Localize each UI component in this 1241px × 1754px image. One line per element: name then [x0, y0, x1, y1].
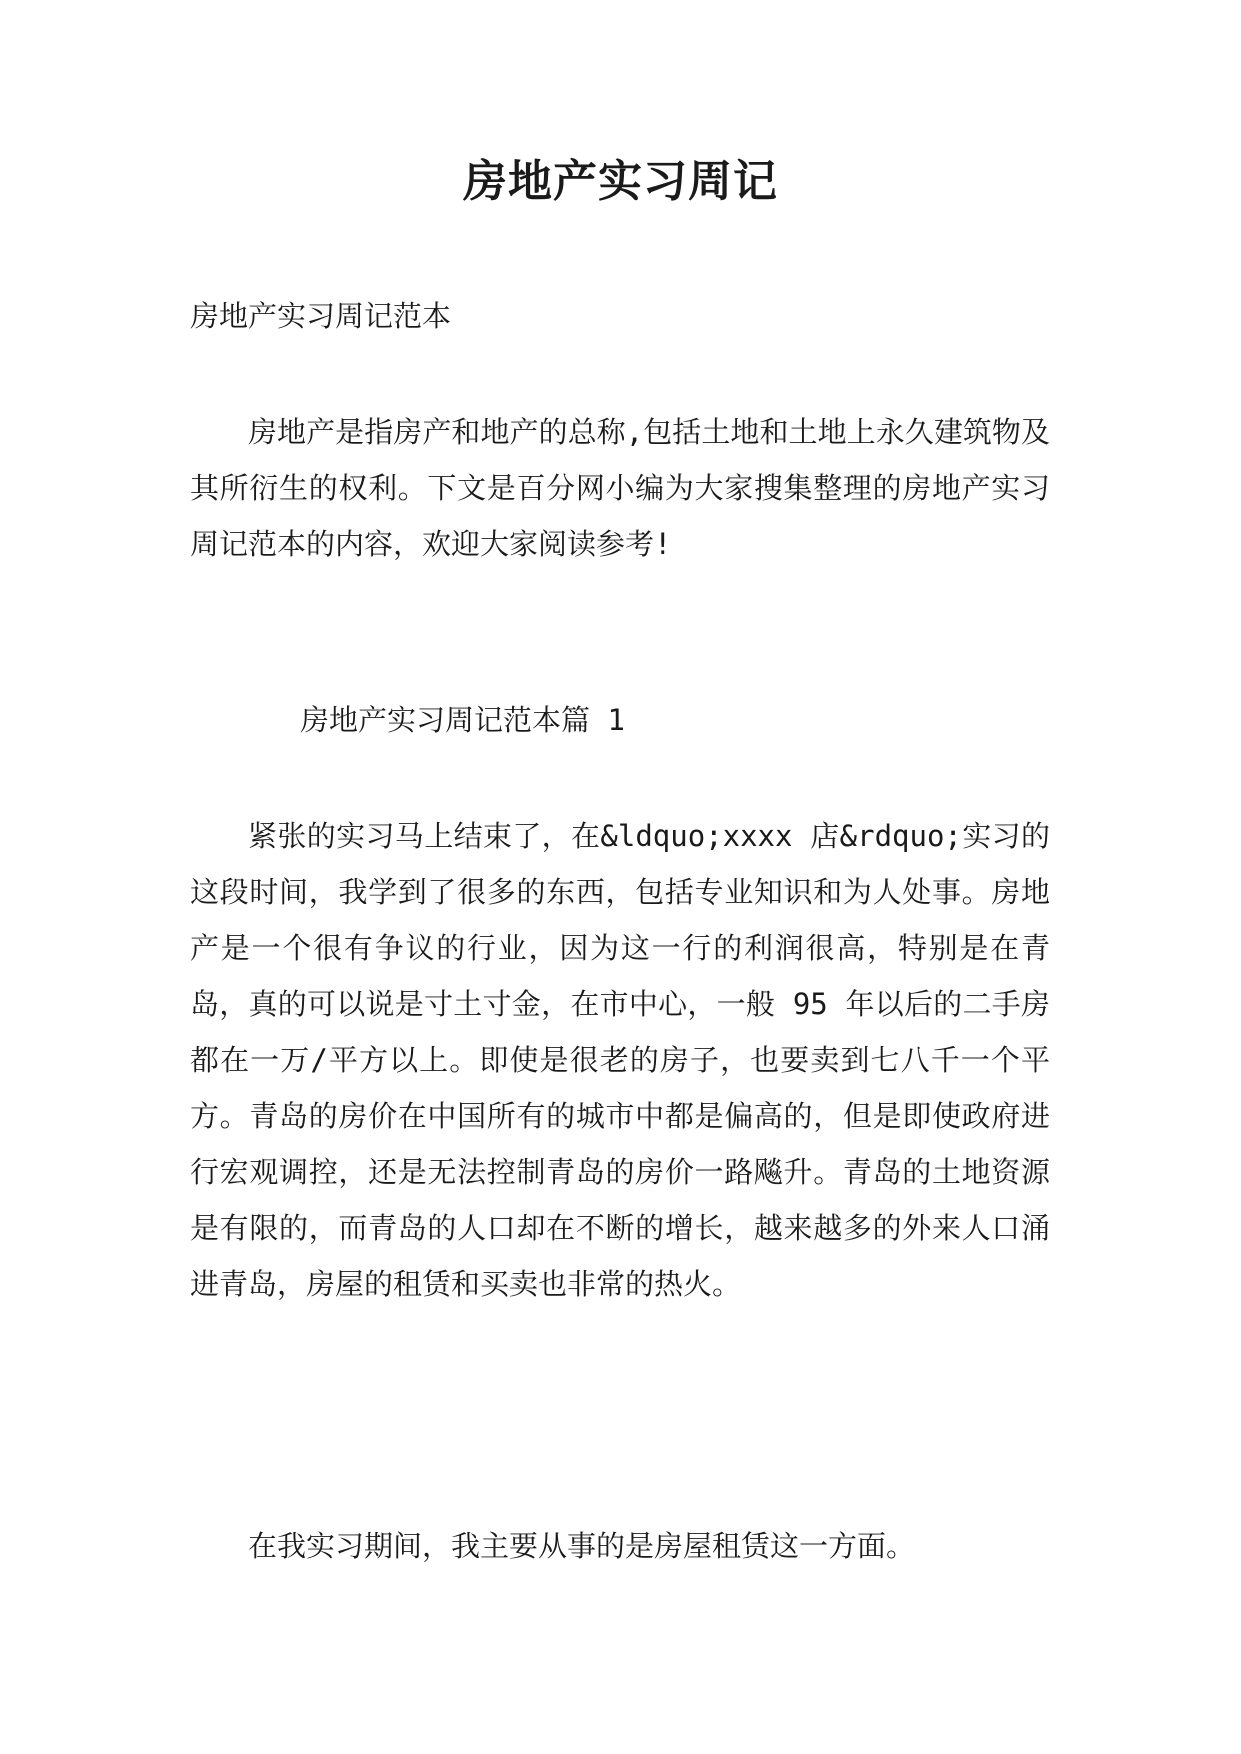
- section-heading: 房地产实习周记范本篇 1: [300, 703, 625, 737]
- intro-paragraph: 房地产是指房产和地产的总称,包括土地和土地上永久建筑物及其所衍生的权利。下文是百分网小编为大家搜集整理的房地产实习周记范本的内容，欢迎大家阅读参考!: [190, 415, 1050, 561]
- body-paragraph-2: 在我实习期间，我主要从事的是房屋租赁这一方面。: [248, 1529, 916, 1563]
- document-subtitle: 房地产实习周记范本: [190, 299, 452, 333]
- body-paragraph-1: 紧张的实习马上结束了，在&ldquo;xxxx 店&rdquo;实习的这段时间，我学到了很多的东西，包括专业知识和为人处事。房地产是一个很有争议的行业，因为这一行的利润很高，特别是在青岛，真的可以说是寸土寸金，在市中心，一般 95 年以后的二手房都在一万/平方以上。即使是很老的房子，也要卖到七八千一个平方。青岛的房价在中国所有的城市中都是偏高的，但是即使政府进行宏观调控，还是无法控制青岛的房价一路飚升。青岛的土地资源是有限的，而青岛的人口却在不断的增长，越来越多的外来人口涌进青岛，房屋的租赁和买卖也非常的热火。: [190, 819, 1050, 1301]
- document-title: 房地产实习周记: [463, 156, 778, 207]
